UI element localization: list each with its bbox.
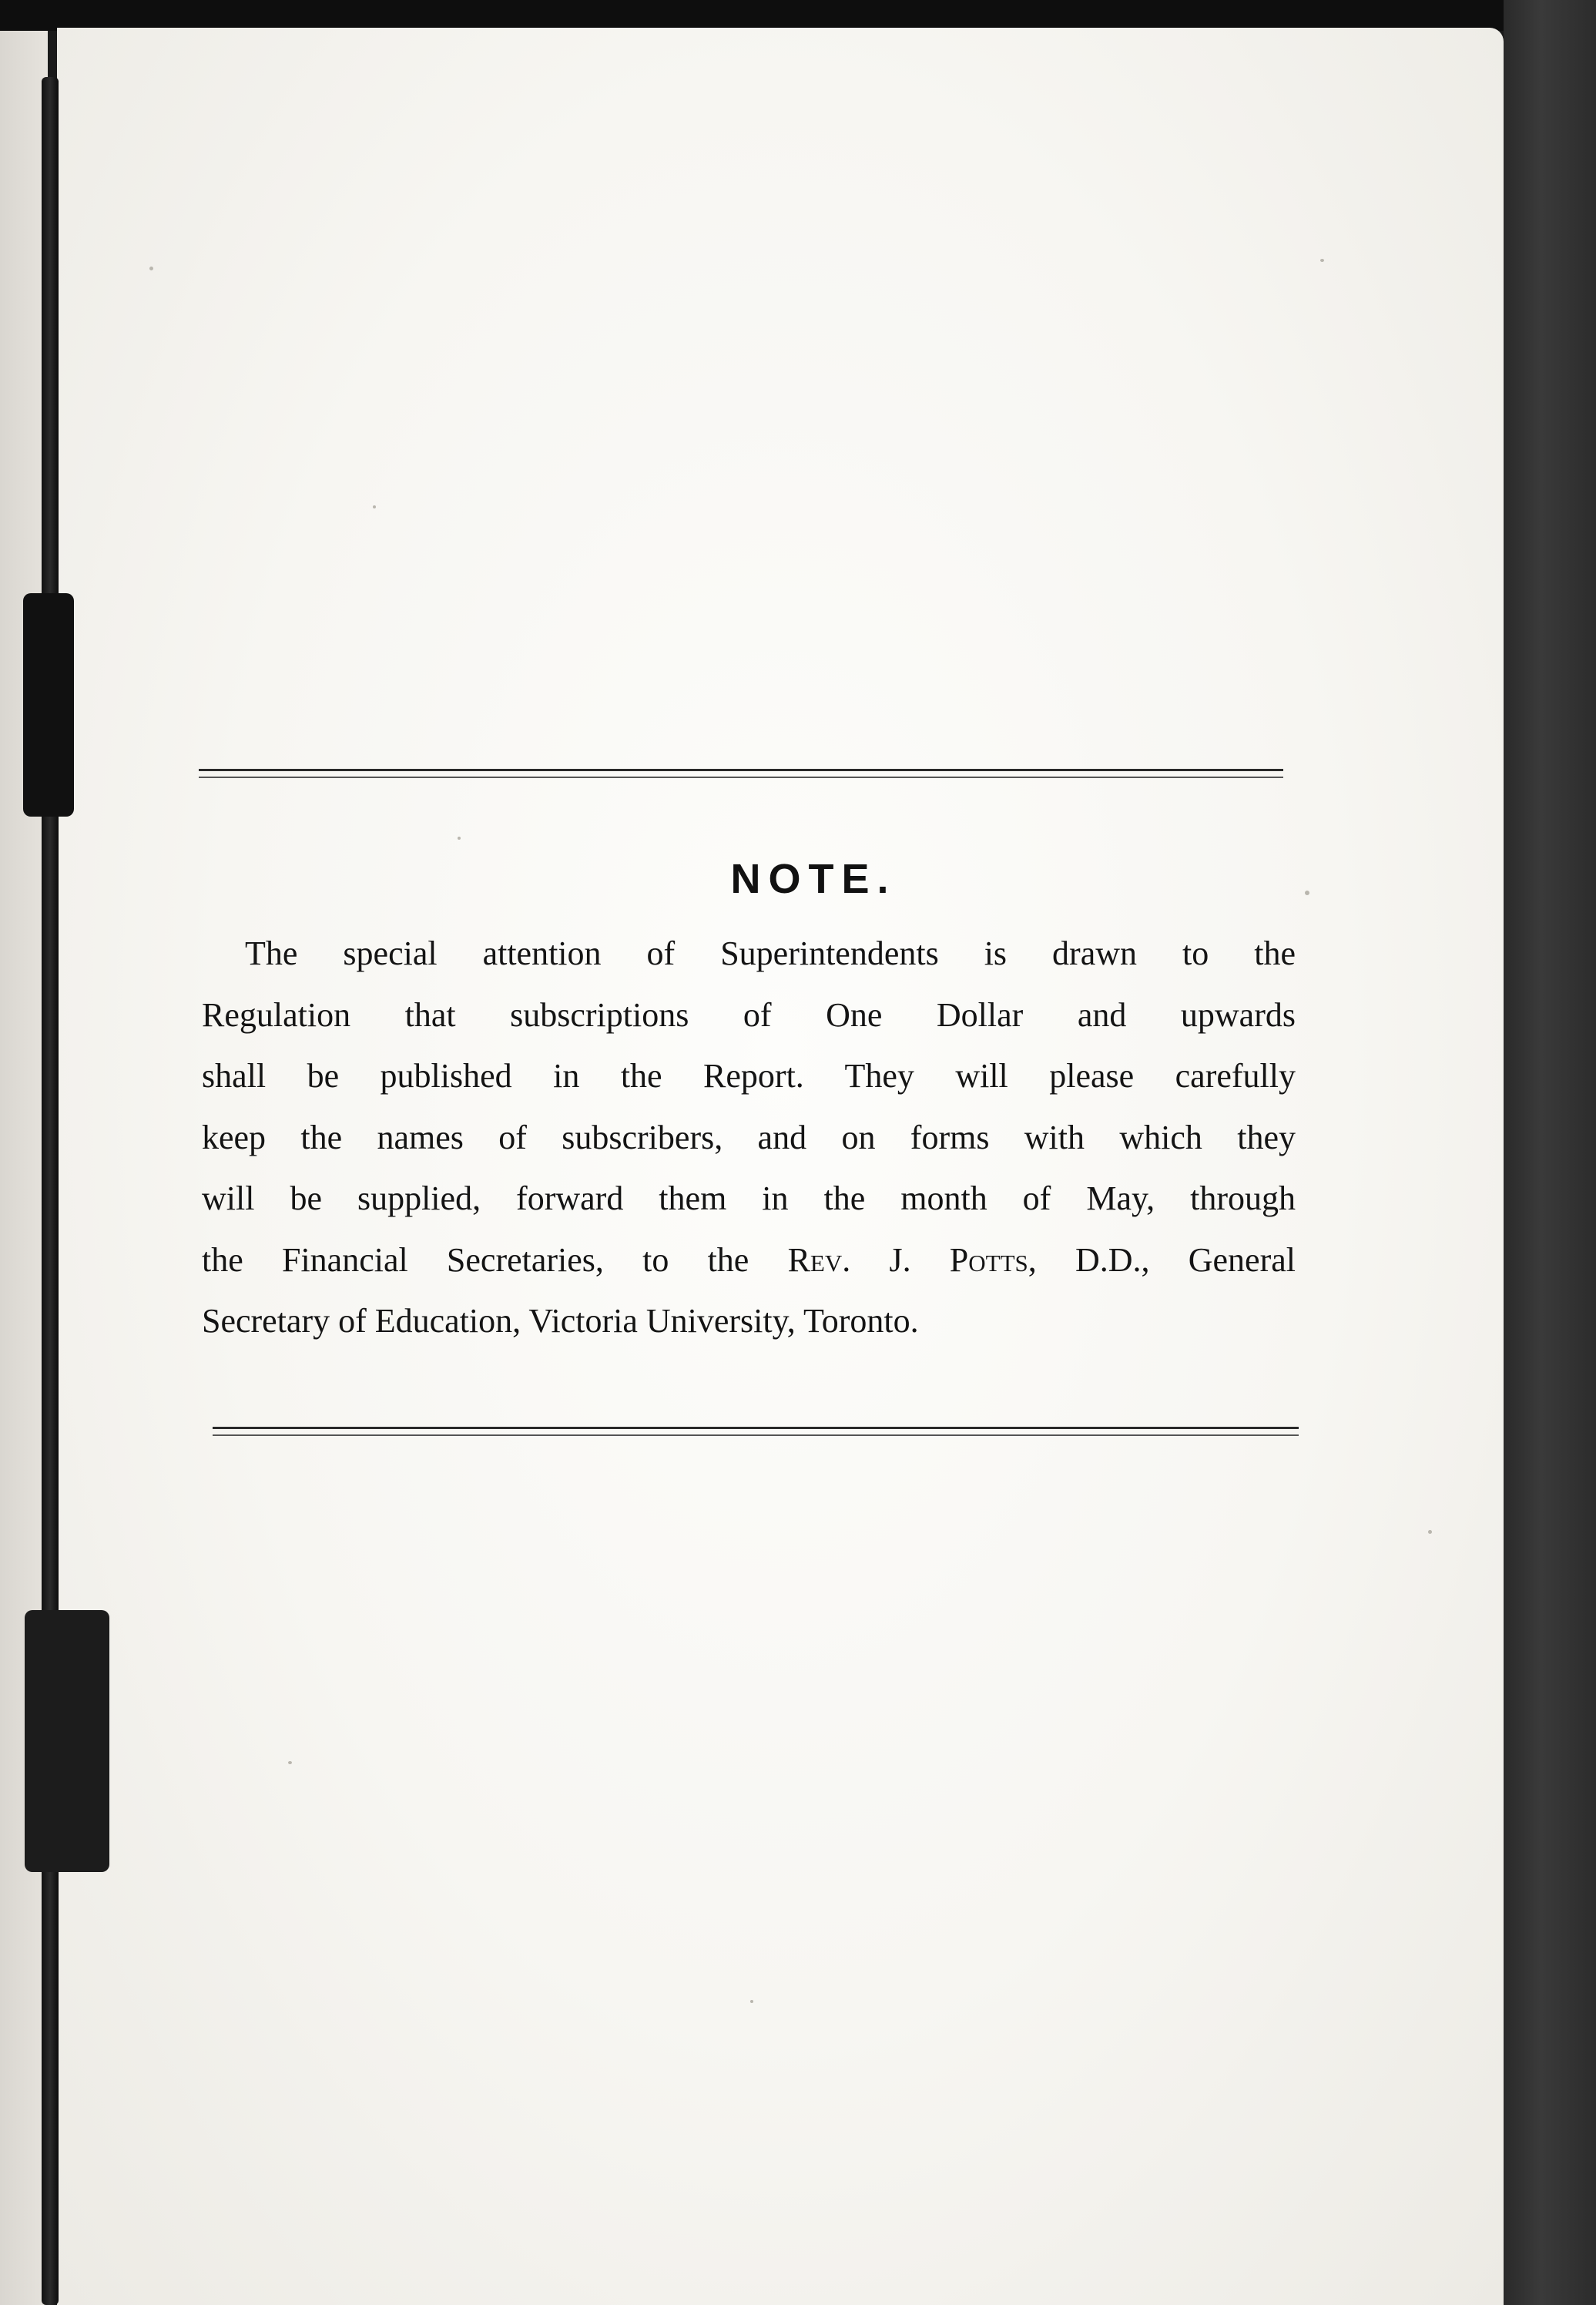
top-rule xyxy=(199,769,1283,771)
bottom-rule-secondary xyxy=(213,1434,1299,1436)
note-line-text: the Financial Secretaries, to the xyxy=(202,1240,788,1279)
adjacent-page-edge xyxy=(0,31,48,2305)
note-line: The special attention of Superintendents is drawn to the xyxy=(245,934,1296,972)
note-paragraph xyxy=(202,923,1296,1352)
paper-speck xyxy=(1428,1530,1432,1534)
book-spine xyxy=(42,77,59,2305)
paper-speck xyxy=(288,1761,292,1764)
note-line: keep the names of subscribers, and on forms with which they xyxy=(202,1118,1296,1156)
note-heading: NOTE. xyxy=(730,856,897,902)
binding-tape xyxy=(25,1610,109,1872)
paper-speck xyxy=(373,505,376,508)
note-line: will be supplied, forward them in the month of May, through xyxy=(202,1179,1296,1217)
binding-tape xyxy=(23,593,74,817)
note-line: Regulation that subscriptions of One Dollar and upwards xyxy=(202,995,1296,1034)
person-name: Rev. J. Potts xyxy=(787,1240,1028,1279)
note-line: shall be published in the Report. They will please carefully xyxy=(202,1057,1296,1095)
top-rule-secondary xyxy=(199,777,1283,778)
bottom-rule xyxy=(213,1427,1299,1429)
paper-speck xyxy=(149,267,153,270)
paper-speck xyxy=(750,2000,753,2003)
scan-background-right xyxy=(1504,0,1596,2305)
paper-speck xyxy=(1320,259,1324,262)
note-line-text: , D.D., General xyxy=(1028,1240,1296,1279)
note-line: Secretary of Education, Victoria University, Toronto. xyxy=(202,1302,919,1340)
paper-speck xyxy=(458,837,461,840)
note-line xyxy=(202,1230,1296,1291)
scan-background-top xyxy=(0,0,1596,31)
